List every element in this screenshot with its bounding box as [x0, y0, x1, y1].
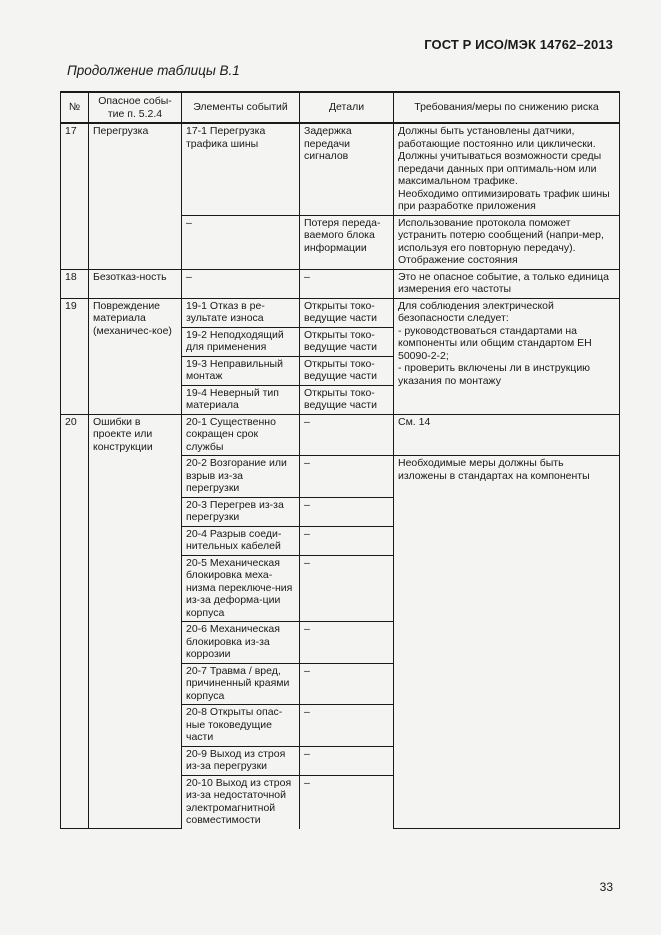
event-detail: – [300, 555, 394, 622]
hazard-event: Безотказ-ность [89, 269, 182, 298]
table-row [61, 123, 620, 215]
col-header-details: Детали [300, 92, 394, 123]
event-element: – [182, 269, 300, 298]
event-element: 19-2 Неподходящий для применения [182, 327, 300, 356]
hazard-event: Ошибки в проекте или конструкции [89, 414, 182, 829]
hazard-table [60, 91, 620, 829]
event-detail: – [300, 526, 394, 555]
event-element: 20-6 Механическая блокировка из-за коррозии [182, 622, 300, 664]
risk-requirement: Необходимые меры должны быть изложены в стандартах на компоненты [394, 456, 620, 829]
requirement-text: Должны учитываться возможности среды передачи данных при оптималь-ном или максимальном трафике. [398, 150, 602, 187]
col-header-requirements: Требования/меры по снижению риска [394, 92, 620, 123]
row-number: 17 [61, 123, 89, 269]
requirement-text: Необходимо оптимизировать трафик шины при разработке приложения [398, 187, 610, 212]
event-element: 20-4 Разрыв соеди-нительных кабелей [182, 526, 300, 555]
event-detail: – [300, 705, 394, 747]
event-detail: Потеря переда-ваемого блока информации [300, 215, 394, 269]
event-detail: Открыты токо-ведущие части [300, 356, 394, 385]
page-number: 33 [599, 880, 613, 894]
event-detail: Открыты токо-ведущие части [300, 327, 394, 356]
requirement-text: Должны быть установлены датчики, работающие постоянно или циклически. [398, 125, 596, 150]
event-element: 20-2 Возгорание или взрыв из-за перегрузки [182, 456, 300, 498]
event-element: 20-10 Выход из строя из-за недостаточной электромагнитной совместимости [182, 775, 300, 829]
table-row [61, 298, 620, 327]
row-number: 19 [61, 298, 89, 414]
event-detail: – [300, 622, 394, 664]
event-element: 20-7 Травма / вред, причиненный краями корпуса [182, 663, 300, 705]
event-detail: – [300, 414, 394, 456]
requirement-text: Для соблюдения электрической безопасности следует: [398, 299, 554, 324]
hazard-event: Повреждение материала (механичес-кое) [89, 298, 182, 414]
requirement-text: - руководствоваться стандартами на компоненты или общим стандартом ЕН 50090-2-2; [398, 324, 592, 362]
event-element: 19-3 Неправильный монтаж [182, 356, 300, 385]
risk-requirement [394, 298, 620, 414]
row-number: 18 [61, 269, 89, 298]
event-detail: – [300, 663, 394, 705]
event-element: 20-8 Открыты опас-ные токоведущие части [182, 705, 300, 747]
event-element: 17-1 Перегрузка трафика шины [182, 123, 300, 215]
event-detail: – [300, 269, 394, 298]
event-detail: Открыты токо-ведущие части [300, 298, 394, 327]
risk-requirement [394, 123, 620, 215]
event-element: 20-9 Выход из строя из-за перегрузки [182, 746, 300, 775]
event-detail: – [300, 456, 394, 498]
event-element: 19-1 Отказ в ре-зультате износа [182, 298, 300, 327]
event-element: 20-3 Перегрев из-за перегрузки [182, 497, 300, 526]
event-element: 20-5 Механическая блокировка меха-низма переключе-ния из-за деформа-ции корпуса [182, 555, 300, 622]
col-header-no: № [61, 92, 89, 123]
event-detail: – [300, 497, 394, 526]
requirement-text: - проверить включены ли в инструкцию указания по монтажу [398, 362, 591, 387]
event-element: 20-1 Существенно сокращен срок службы [182, 414, 300, 456]
event-element: 19-4 Неверный тип материала [182, 385, 300, 414]
table-header-row [61, 92, 620, 123]
table-continuation-caption: Продолжение таблицы В.1 [67, 63, 240, 78]
table-row [61, 269, 620, 298]
event-detail: – [300, 775, 394, 829]
event-detail: Задержка передачи сигналов [300, 123, 394, 215]
event-detail: Открыты токо-ведущие части [300, 385, 394, 414]
col-header-event: Опасное собы-тие п. 5.2.4 [89, 92, 182, 123]
table-row [61, 414, 620, 456]
requirement-text: Отображение состояния [398, 254, 518, 266]
row-number: 20 [61, 414, 89, 829]
col-header-elements: Элементы событий [182, 92, 300, 123]
risk-requirement: См. 14 [394, 414, 620, 456]
risk-requirement: Это не опасное событие, а только единица измерения его частоты [394, 269, 620, 298]
requirement-text: Использование протокола поможет устранить потерю сообщений (напри-мер, используя его повторную передачу). [398, 216, 604, 254]
event-element: – [182, 215, 300, 269]
risk-requirement [394, 215, 620, 269]
standard-code-header: ГОСТ Р ИСО/МЭК 14762–2013 [424, 37, 613, 52]
event-detail: – [300, 746, 394, 775]
hazard-event: Перегрузка [89, 123, 182, 269]
